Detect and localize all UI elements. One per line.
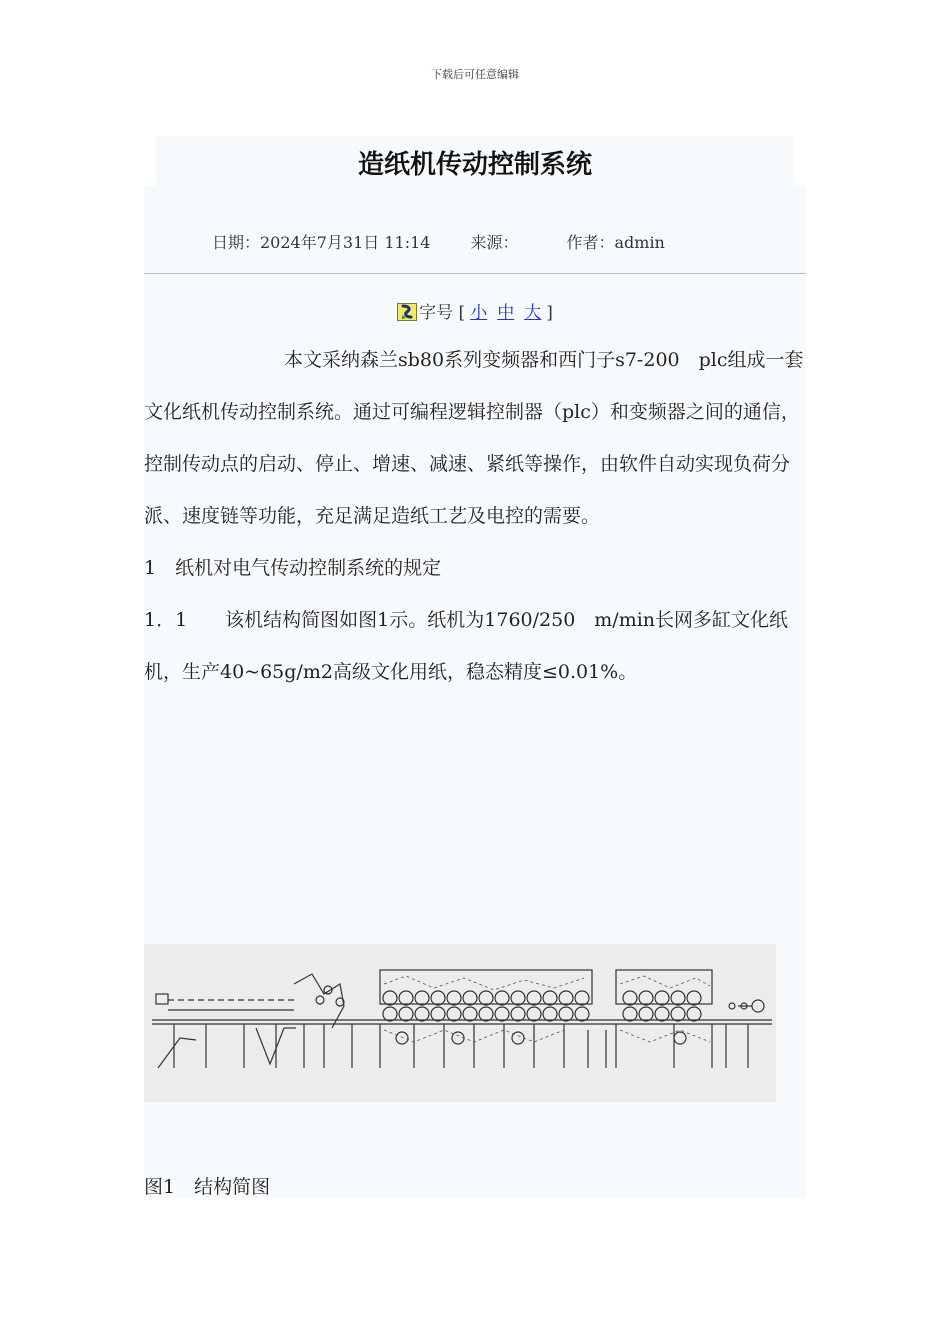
font-size-selector (0, 298, 950, 323)
font-size-icon (397, 303, 417, 321)
machine-structure-figure (144, 944, 776, 1102)
meta-source: 来源： (470, 233, 519, 252)
font-size-close: ] (546, 303, 553, 323)
machine-diagram-svg (144, 944, 776, 1102)
article-body (144, 334, 806, 698)
dryer-cylinders (383, 991, 701, 1044)
article-meta (212, 230, 665, 253)
paragraph-1-1: 1．1 该机结构简图如图1示。纸机为1760/250 m/min长网多缸文化纸机，生产40~65g/m2高级文化用纸，稳态精度≤0.01%。 (144, 609, 789, 683)
header-note: 下载后可任意编辑 (431, 68, 519, 81)
font-size-small-link[interactable]: 小 (470, 303, 488, 323)
meta-author: 作者：admin (566, 233, 665, 252)
paragraph-intro: 本文采纳森兰sb80系列变频器和西门子s7-200 plc组成一套文化纸机传动控制系统。通过可编程逻辑控制器（plc）和变频器之间的通信，控制传动点的启动、停止、增速、减速、紧纸等操作，由软件自动实现负荷分派、速度链等功能，充足满足造纸工艺及电控的需要。 (144, 349, 804, 527)
font-size-large-link[interactable]: 大 (524, 303, 542, 323)
section-heading-1: 1 纸机对电气传动控制系统的规定 (144, 557, 442, 579)
figure-caption: 图1 结构简图 (144, 1176, 271, 1198)
font-size-label: 字号 [ (419, 303, 466, 323)
meta-date: 日期：2024年7月31日 11:14 (212, 233, 431, 252)
font-size-medium-link[interactable]: 中 (497, 303, 515, 323)
article-title: 造纸机传动控制系统 (357, 150, 592, 180)
meta-divider (144, 273, 806, 274)
